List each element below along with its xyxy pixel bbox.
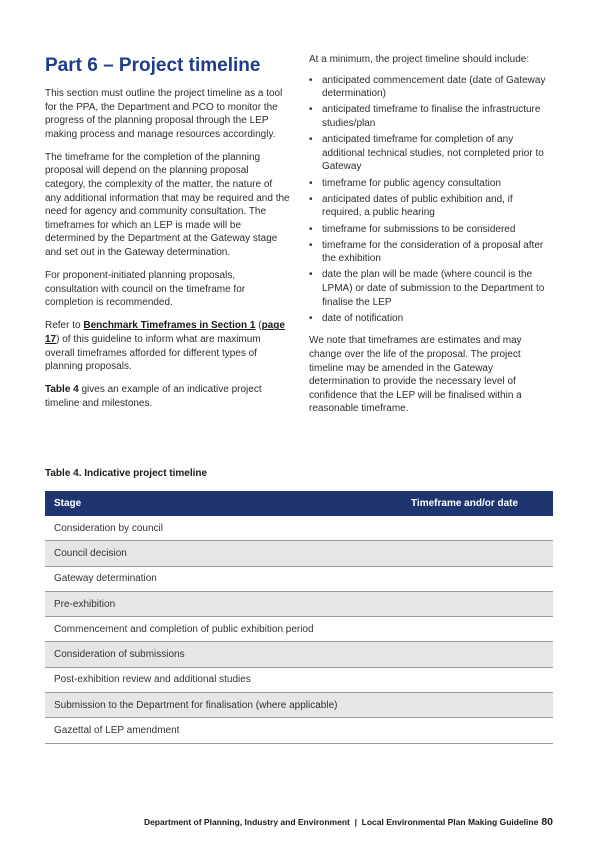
right-column (309, 53, 554, 426)
proponent-paragraph: For proponent-initiated planning proposals, consultation with council on the timeframe for completion is recommended. (45, 270, 246, 309)
minimum-intro: At a minimum, the project timeline should include: (309, 54, 530, 65)
page-number: 80 (541, 816, 553, 828)
list-item: • anticipated timeframe for completion of any additional technical studies, not completed prior to Gateway (309, 134, 544, 173)
list-item: • date the plan will be made (where council is the LPMA) or date of submission to the Department to finalise the LEP (309, 269, 545, 308)
bullet-icon: • (309, 74, 313, 86)
list-item: • anticipated dates of public exhibition and, if required, a public hearing (309, 193, 513, 219)
table-4-ref: Table 4 (45, 384, 79, 396)
table-row: Consideration by council (45, 516, 553, 541)
list-item: • timeframe for public agency consultation (309, 177, 501, 189)
list-item: • timeframe for the consideration of a proposal after the exhibition (309, 239, 544, 265)
table-caption: Table 4. Indicative project timeline (45, 468, 208, 479)
bullet-icon: • (309, 193, 313, 205)
list-item: • anticipated timeframe to finalise the infrastructure studies/plan (309, 104, 541, 129)
table-row: Submission to the Department for finalisation (where applicable) (45, 693, 553, 718)
intro-paragraph: This section must outline the project timeline as a tool for the PPA, the Department and PCO to monitor the progress of the planning proposal through the LEP making process and manage resources accordingly. (45, 88, 283, 140)
table-row: Gazettal of LEP amendment (45, 718, 553, 743)
timeline-table (45, 491, 553, 744)
bullet-icon: • (309, 269, 313, 281)
bullet-icon: • (309, 134, 313, 146)
benchmark-timeframes-link[interactable]: Benchmark Timeframes in Section 1 (83, 320, 256, 332)
table-ref-text: gives an example of an indicative project timeline and milestones. (45, 384, 262, 409)
page-title: Part 6 – Project timeline (45, 55, 261, 76)
bullet-icon: • (309, 223, 313, 235)
timeframe-paragraph: The timeframe for the completion of the planning proposal will depend on the planning proposal category, the complexity of the matter, the nature of any additional information that may be required and the need for agency and community consultation. The timeframes for which an LEP is made will be determined by the Department at the Gateway stage and set out in the Gateway determination. (45, 151, 290, 259)
refer-paragraph (45, 319, 290, 373)
list-item: • date of notification (309, 312, 404, 324)
header-stage: Stage (54, 498, 82, 509)
table-row: Gateway determination (45, 567, 553, 592)
table-reference-paragraph (45, 383, 290, 410)
page-footer (144, 816, 553, 828)
paren-open: ( (255, 320, 262, 332)
closing-paragraph: We note that timeframes are estimates and may change over the life of the proposal. The project timeline may be amended in the Gateway determination to provide the necessary level of confidence that the LEP will be finalised within a reasonable timeframe. (309, 335, 522, 415)
header-timeframe: Timeframe and/or date (411, 498, 519, 509)
page-17-link[interactable]: page 17 (45, 320, 285, 345)
left-column (45, 50, 290, 420)
table-row: Council decision (45, 541, 553, 566)
table-row: Commencement and completion of public exhibition period (45, 617, 553, 642)
list-item: • anticipated commencement date (date of Gateway determination) (309, 74, 546, 100)
refer-text: Refer to (45, 320, 84, 332)
bullet-icon: • (309, 104, 313, 116)
table-row: Pre-exhibition (45, 592, 553, 617)
table-header (45, 491, 553, 516)
bullet-icon: • (309, 239, 313, 251)
timeline-requirements-list (309, 74, 554, 326)
bullet-icon: • (309, 177, 313, 189)
list-item: • timeframe for submissions to be considered (309, 223, 516, 235)
refer-text-end: ) of this guideline to inform what are maximum overall timeframes afforded for different types of planning proposals. (45, 334, 261, 373)
table-row: Consideration of submissions (45, 642, 553, 667)
table-row: Post-exhibition review and additional studies (45, 668, 553, 693)
bullet-icon: • (309, 312, 313, 324)
footer-text: Department of Planning, Industry and Environment | Local Environmental Plan Making Guideline (143, 817, 539, 827)
